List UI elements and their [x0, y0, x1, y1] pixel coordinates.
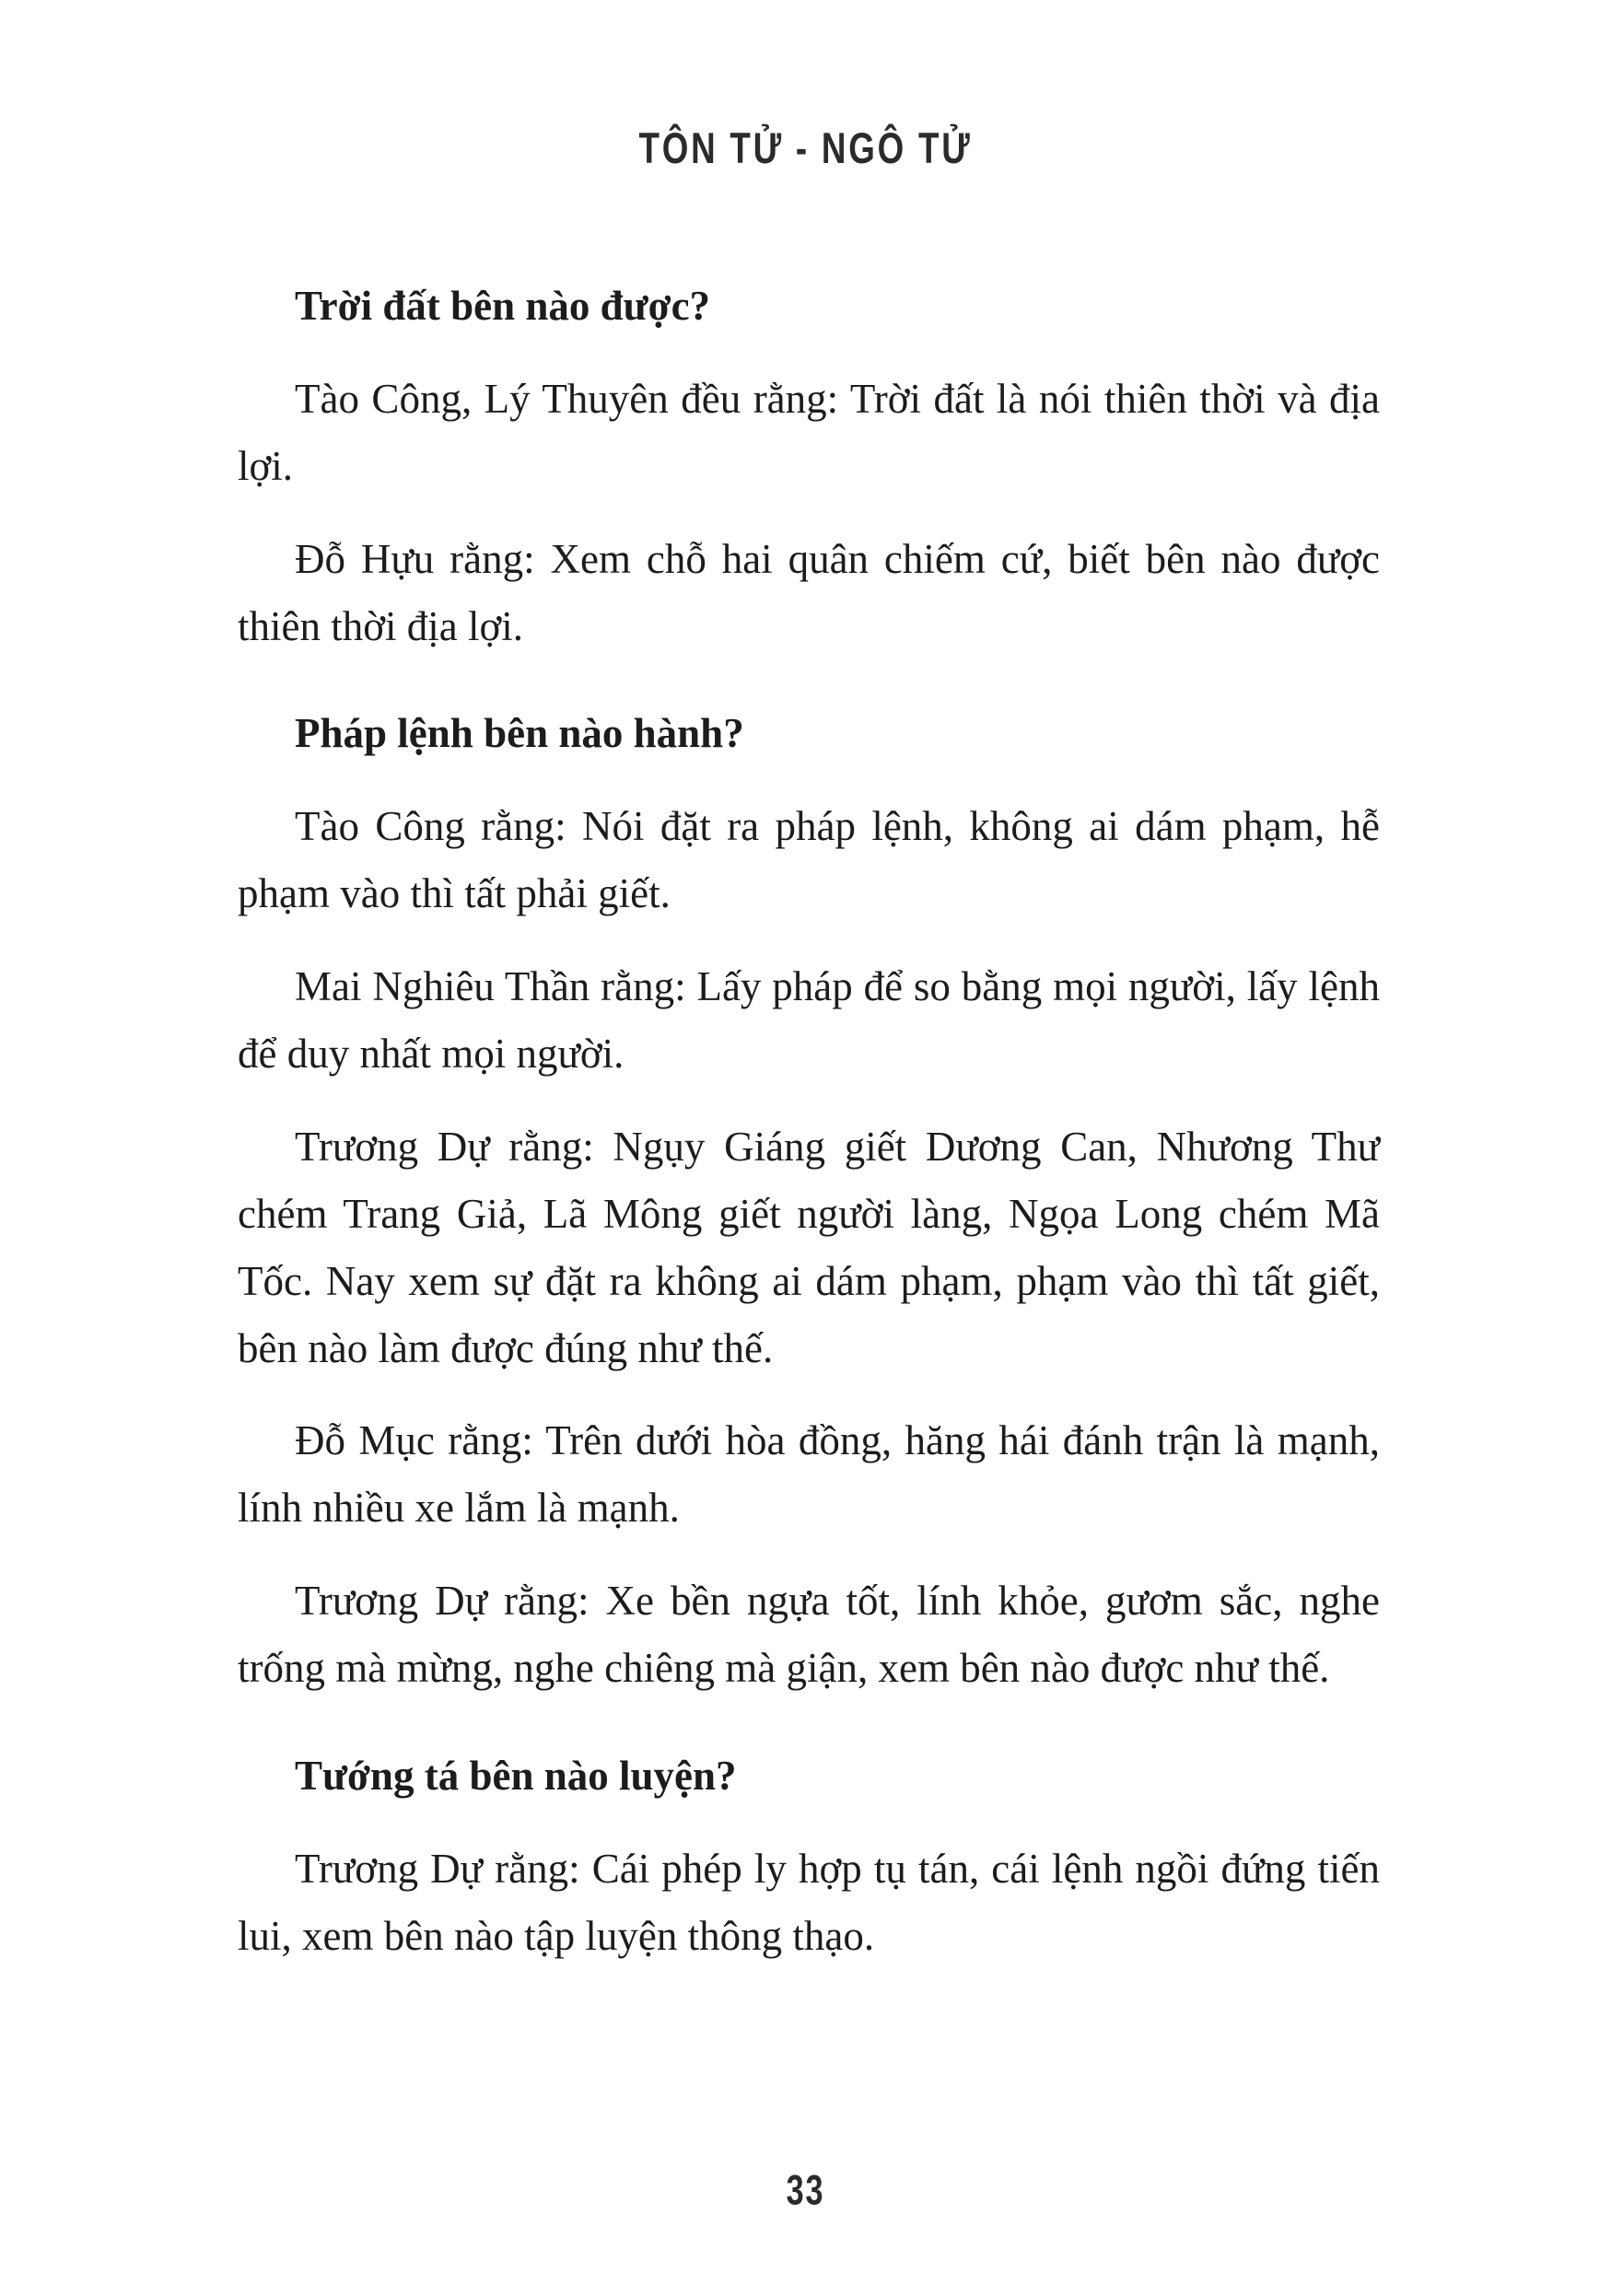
paragraph: Tào Công, Lý Thuyên đều rằng: Trời đất là nói thiên thời và địa lợi. — [238, 375, 1380, 489]
section-heading: Tướng tá bên nào luyện? — [295, 1753, 737, 1800]
paragraph: Trương Dự rằng: Ngụy Giáng giết Dương Can, Nhương Thư chém Trang Giả, Lã Mông giết người làng, Ngọa Long chém Mã Tốc. Nay xem sự đặt ra không ai dám phạm, phạm vào thì tất giết, bên nào làm được đúng như thế. — [238, 1123, 1380, 1371]
paragraph: Đỗ Mục rằng: Trên dưới hòa đồng, hăng hái đánh trận là mạnh, lính nhiều xe lắm là mạnh. — [238, 1417, 1380, 1532]
paragraph: Đỗ Hựu rằng: Xem chỗ hai quân chiếm cứ, biết bên nào được thiên thời địa lợi. — [238, 535, 1380, 649]
section-heading: Trời đất bên nào được? — [295, 283, 711, 329]
running-header-title: TÔN TỬ - NGÔ TỬ — [638, 124, 973, 173]
paragraph: Trương Dự rằng: Xe bền ngựa tốt, lính khỏe, gươm sắc, nghe trống mà mừng, nghe chiêng mà giận, xem bên nào được như thế. — [238, 1578, 1380, 1692]
paragraph: Tào Công rằng: Nói đặt ra pháp lệnh, không ai dám phạm, hễ phạm vào thì tất phải giết. — [238, 803, 1380, 917]
page-body-text — [238, 232, 1380, 1970]
page-number: 33 — [786, 2167, 825, 2215]
section-heading: Pháp lệnh bên nào hành? — [295, 710, 744, 757]
paragraph: Trương Dự rằng: Cái phép ly hợp tụ tán, cái lệnh ngồi đứng tiến lui, xem bên nào tập luyện thông thạo. — [238, 1845, 1380, 1959]
paragraph: Mai Nghiêu Thần rằng: Lấy pháp để so bằng mọi người, lấy lệnh để duy nhất mọi người. — [238, 963, 1380, 1078]
